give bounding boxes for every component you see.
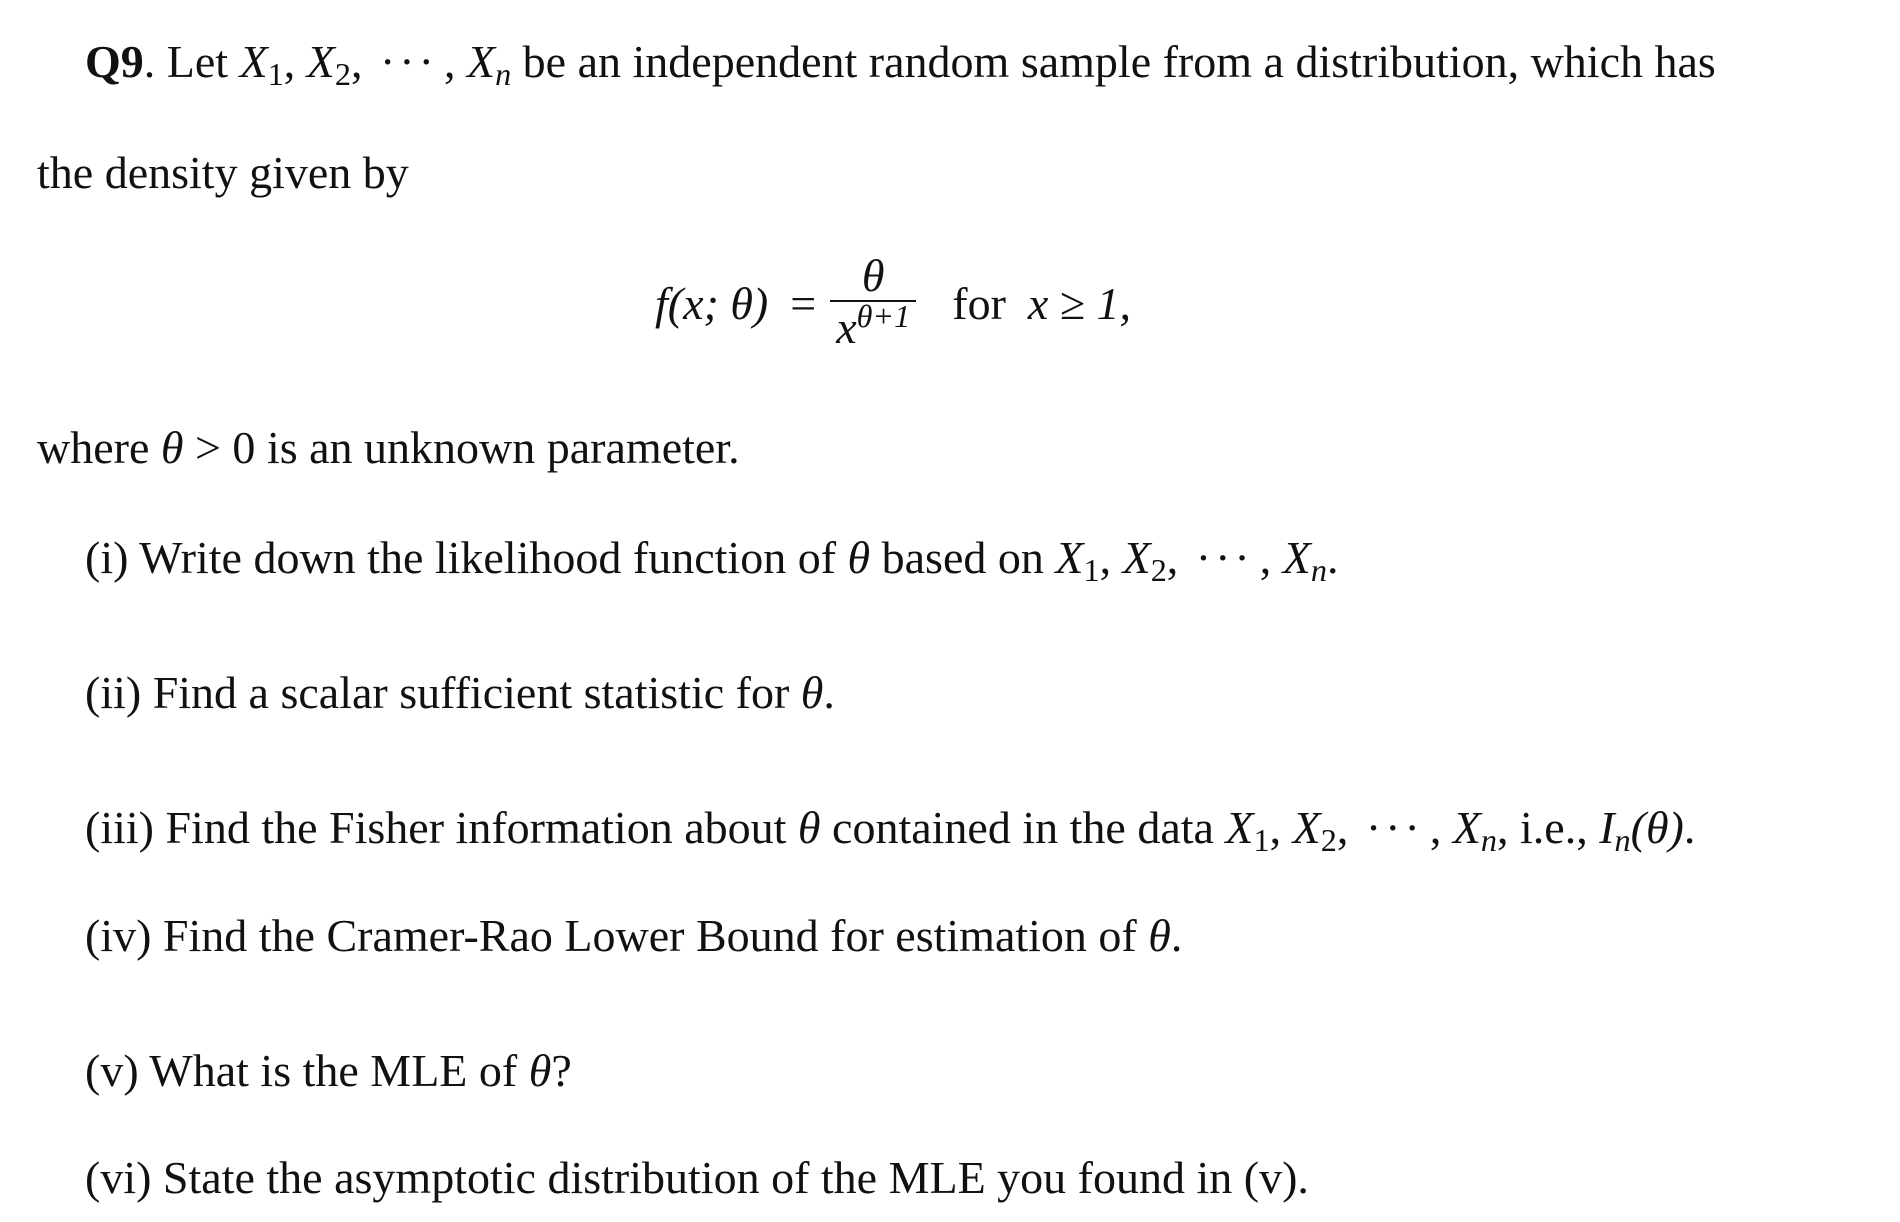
part-ii-prefix: (ii) Find a scalar sufficient statistic for [85, 667, 801, 718]
part-i-sep2: , [1166, 532, 1190, 583]
question-intro-line [85, 34, 1716, 93]
part-iv-end: . [1170, 910, 1183, 961]
part-v [85, 1043, 572, 1099]
part-iv-prefix: (iv) Find the Cramer-Rao Lower Bound for estimation of [85, 910, 1149, 961]
equation-for: for [952, 277, 1006, 329]
part-v-prefix: (v) What is the MLE of [85, 1045, 529, 1096]
part-iii-ie: , i.e., [1497, 802, 1600, 853]
where-theta: θ [160, 422, 184, 473]
where-suffix: is an unknown parameter. [255, 422, 740, 473]
sub-2: 2 [334, 56, 351, 93]
intro-text-1: . Let [143, 36, 240, 87]
density-equation [655, 248, 1131, 358]
den-exponent: θ+1 [856, 297, 911, 334]
where-line [37, 420, 740, 476]
sub-1: 1 [267, 56, 284, 93]
part-i-prefix: (i) Write down the likelihood function of [85, 532, 848, 583]
part-iii-fisher-i: I [1599, 802, 1615, 853]
part-i-sub2: 2 [1150, 552, 1167, 589]
part-iii-mid: contained in the data [820, 802, 1226, 853]
part-i-mid: based on [870, 532, 1056, 583]
den-base: x [836, 302, 857, 353]
equation-lhs: f(x; θ) [655, 277, 769, 329]
part-iii-sep1: , [1269, 802, 1293, 853]
part-ii-theta: θ [800, 667, 824, 718]
part-iii-theta: θ [797, 802, 821, 853]
part-iv [85, 908, 1182, 964]
part-i-sub1: 1 [1083, 552, 1100, 589]
part-iii-sep3: , [1429, 802, 1453, 853]
equation-equals: = [790, 277, 817, 329]
sep-1: , [283, 36, 307, 87]
part-ii-end: . [823, 667, 835, 718]
part-iii-sub2: 2 [1320, 822, 1337, 859]
part-i-cdots: ··· [1195, 532, 1254, 583]
question-intro-line-2: the density given by [37, 147, 409, 198]
fraction-numerator: θ [861, 250, 885, 301]
part-i-end: . [1326, 532, 1339, 583]
part-iii-fisher-arg: (θ) [1630, 802, 1684, 853]
sep-2: , [350, 36, 374, 87]
part-v-theta: θ [528, 1045, 552, 1096]
part-iii-fisher-subn: n [1614, 822, 1631, 859]
cdots: ··· [379, 36, 438, 87]
part-i-sep3: , [1259, 532, 1283, 583]
density-fraction [830, 252, 916, 354]
part-ii [85, 665, 835, 721]
part-vi: (vi) State the asymptotic distribution of the MLE you found in (v). [85, 1152, 1309, 1203]
intro-text-2: be an independent random sample from a distribution, which has [511, 36, 1716, 87]
part-iii-x1: X [1225, 802, 1254, 853]
part-iii-cdots: ··· [1365, 802, 1424, 853]
part-iii-sub1: 1 [1253, 822, 1270, 859]
part-i-x2: X [1122, 532, 1151, 583]
var-xn: X [466, 36, 496, 87]
where-relation: > 0 [183, 422, 256, 473]
part-iii-sep2: , [1336, 802, 1360, 853]
var-x1: X [239, 36, 268, 87]
part-i-sep1: , [1099, 532, 1123, 583]
equation-condition: x ≥ 1, [1027, 277, 1132, 329]
part-i-theta: θ [847, 532, 871, 583]
part-iii-subn: n [1480, 822, 1498, 859]
part-i-xn: X [1282, 532, 1311, 583]
question-label: Q9 [85, 36, 144, 87]
part-iii-xn: X [1452, 802, 1481, 853]
part-iii-end: . [1683, 802, 1696, 853]
var-x2: X [306, 36, 335, 87]
part-iii [85, 800, 1696, 859]
part-iii-x2: X [1292, 802, 1321, 853]
part-i-x1: X [1055, 532, 1084, 583]
sub-n: n [495, 56, 512, 93]
where-prefix: where [37, 422, 161, 473]
part-i [85, 530, 1339, 589]
part-v-end: ? [551, 1045, 572, 1096]
fraction-denominator [830, 297, 916, 354]
part-i-subn: n [1310, 552, 1327, 589]
part-iii-prefix: (iii) Find the Fisher information about [85, 802, 798, 853]
part-iv-theta: θ [1148, 910, 1171, 961]
sep-3: , [443, 36, 467, 87]
